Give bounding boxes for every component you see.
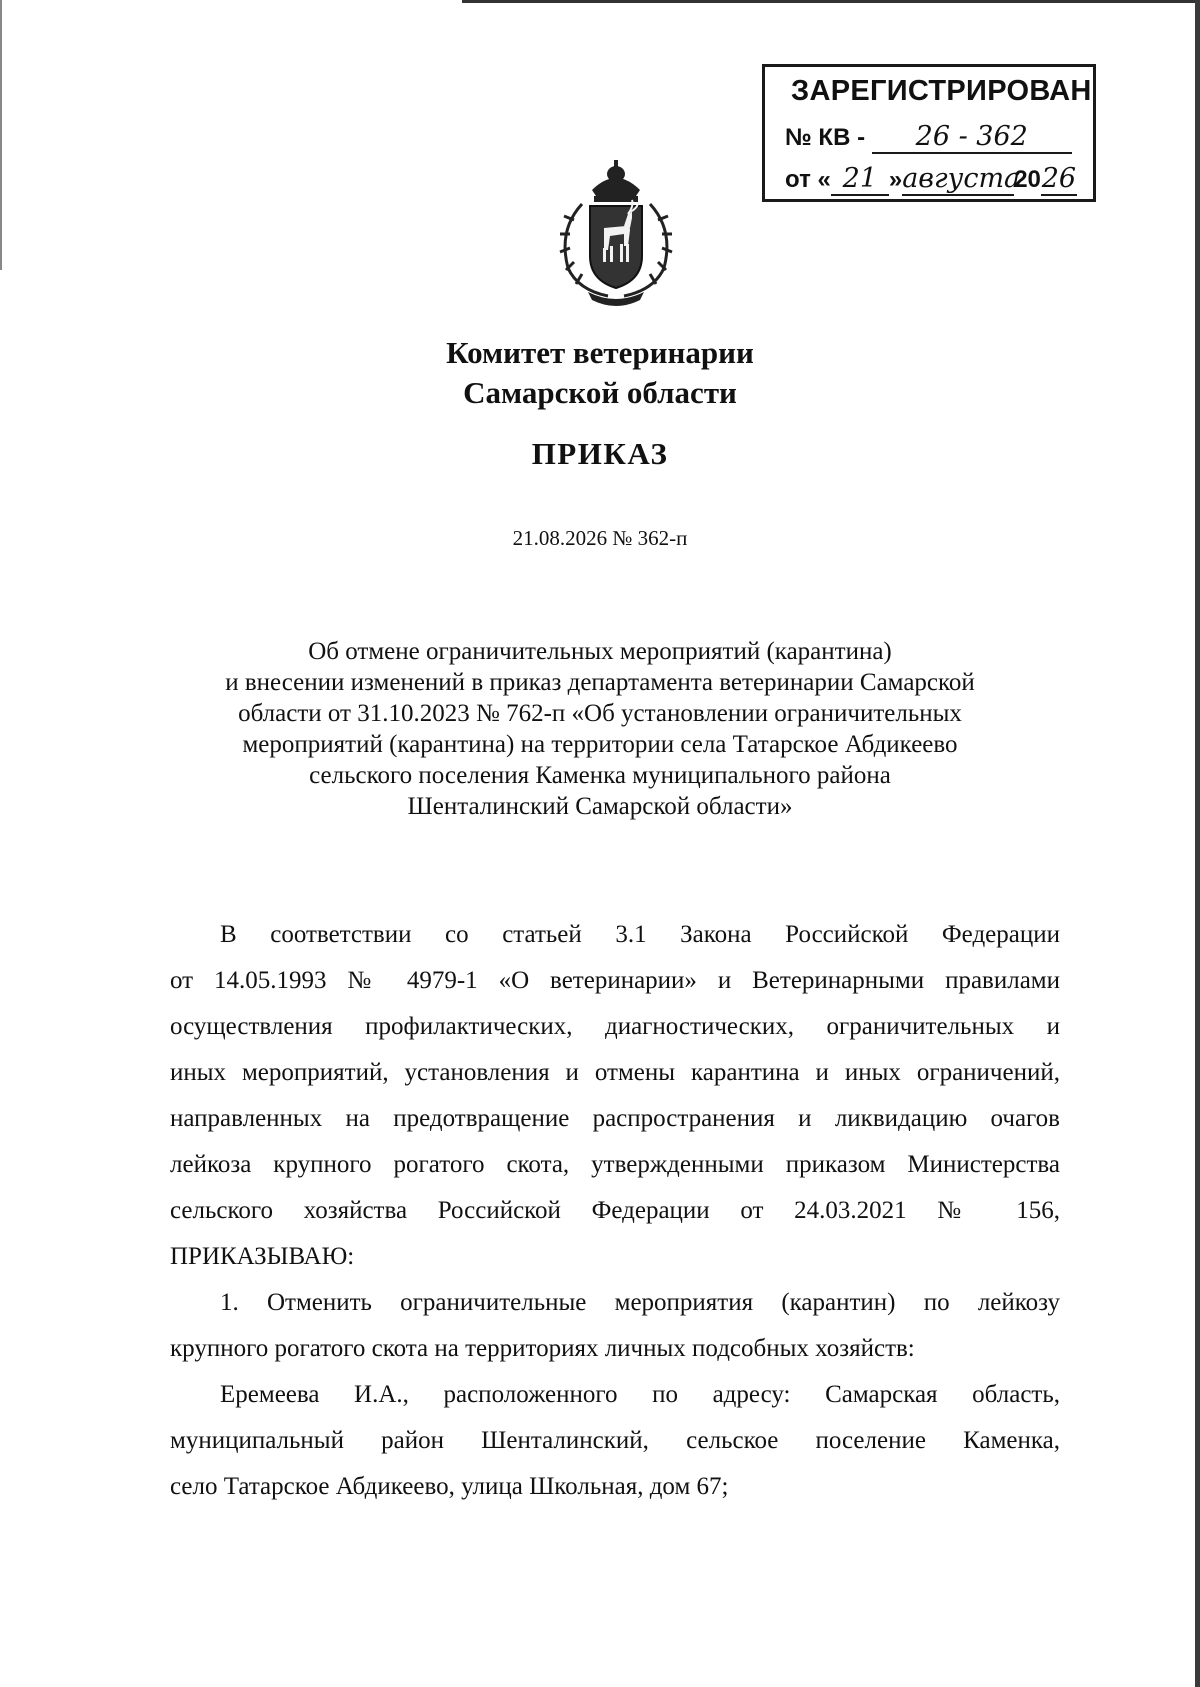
body-line: направленных на предотвращение распространения и ликвидацию очагов: [170, 1105, 1060, 1132]
body-line: Еремеева И.А., расположенного по адресу: Самарская область,: [220, 1381, 1060, 1408]
body-line: иных мероприятий, установления и отмены карантина и иных ограничений,: [170, 1059, 1060, 1086]
body-line: от 14.05.1993 № 4979-1 «О ветеринарии» и Ветеринарными правилами: [170, 967, 1060, 994]
stamp-date-mid: »: [888, 166, 903, 193]
org-line-2: Самарской области: [463, 375, 737, 410]
stamp-year-suffix: 26: [1041, 163, 1077, 194]
subject-line: и внесении изменений в приказ департамента ветеринарии Самарской: [225, 669, 975, 696]
body-line: сельского хозяйства Российской Федерации от 24.03.2021 № 156,: [170, 1197, 1060, 1224]
stamp-date-prefix: от «: [785, 166, 831, 193]
subject-line: сельского поселения Каменка муниципального района: [309, 762, 891, 789]
registration-stamp: [762, 64, 1096, 202]
org-line-1: Комитет ветеринарии: [446, 335, 754, 370]
document-body: [170, 912, 1060, 1510]
stamp-year-prefix: 20: [1014, 166, 1041, 193]
body-line: село Татарское Абдикеево, улица Школьная, дом 67;: [170, 1473, 729, 1500]
coat-of-arms-icon: [548, 160, 684, 306]
body-line: осуществления профилактических, диагностических, ограничительных и: [170, 1013, 1060, 1040]
document-date-number: 21.08.2026 № 362-п: [512, 526, 688, 550]
subject-line: мероприятий (карантина) на территории села Татарское Абдикеево: [242, 731, 958, 758]
body-line: лейкоза крупного рогатого скота, утвержденными приказом Министерства: [170, 1151, 1060, 1178]
subject-line: Шенталинский Самарской области»: [407, 793, 793, 820]
subject-line: области от 31.10.2023 № 762-п «Об установлении ограничительных: [238, 700, 962, 727]
body-line: муниципальный район Шенталинский, сельское поселение Каменка,: [170, 1427, 1060, 1454]
stamp-number-handwritten: 26 - 362: [872, 121, 1072, 154]
stamp-date-row: [785, 163, 1077, 196]
body-line: ПРИКАЗЫВАЮ:: [170, 1243, 355, 1270]
stamp-number-prefix: № КВ -: [785, 124, 866, 151]
scan-edge-top: [462, 0, 1200, 3]
stamp-date-month: августа: [902, 163, 1021, 194]
stamp-date-day: 21: [831, 163, 889, 196]
document-type: ПРИКАЗ: [531, 436, 669, 471]
stamp-number-row: [785, 121, 1072, 154]
scan-edge-left: [0, 0, 2, 270]
body-line: 1. Отменить ограничительные мероприятия (карантин) по лейкозу: [220, 1289, 1060, 1316]
organization-name: [0, 333, 1200, 413]
body-line: крупного рогатого скота на территориях личных подсобных хозяйств:: [170, 1335, 915, 1362]
stamp-title: ЗАРЕГИСТРИРОВАН: [791, 75, 1092, 107]
subject-line: Об отмене ограничительных мероприятий (карантина): [308, 638, 892, 665]
scan-edge-right: [1195, 0, 1200, 1687]
body-line: В соответствии со статьей 3.1 Закона Российской Федерации: [220, 921, 1060, 948]
document-subject: [0, 636, 1200, 822]
